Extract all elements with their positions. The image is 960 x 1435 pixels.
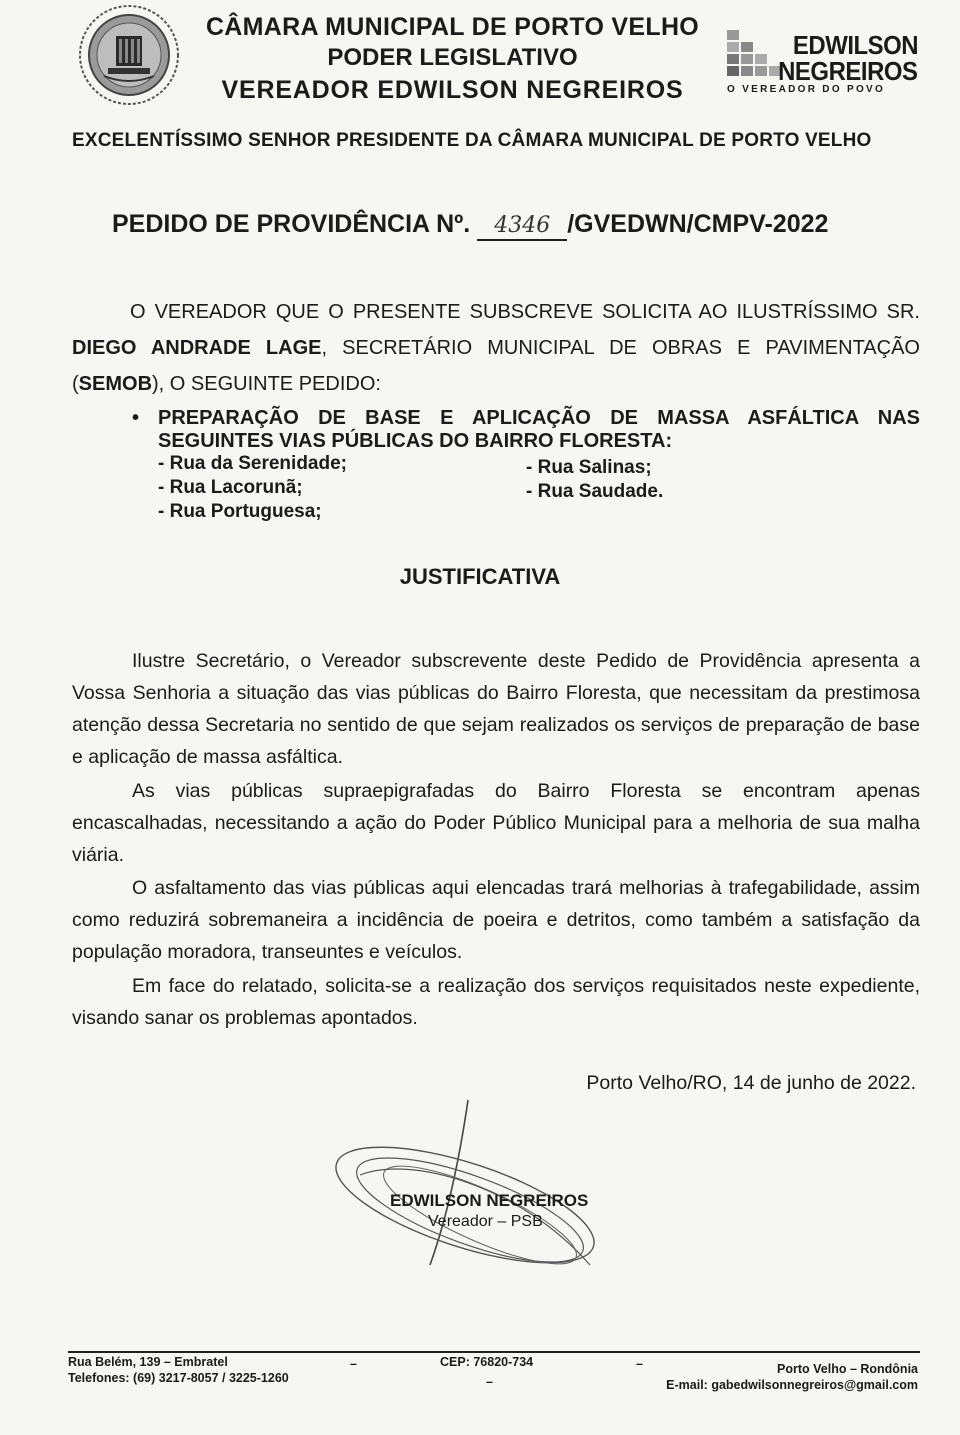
footer-separator: – — [636, 1357, 643, 1371]
footer-separator: – — [486, 1375, 493, 1389]
intro-paragraph — [72, 294, 920, 402]
footer-email: E-mail: gabedwilsonnegreiros@gmail.com — [666, 1378, 918, 1392]
request-suffix: /GVEDWN/CMPV-2022 — [567, 210, 829, 238]
footer-address: Rua Belém, 139 – Embratel — [68, 1355, 228, 1369]
letterhead — [200, 12, 705, 107]
councilor-logo — [727, 28, 922, 100]
footer-separator: – — [350, 1357, 357, 1371]
intro-part2: , SECRETÁRIO MUNICIPAL DE OBRAS E PAVIMENTAÇÃO ( — [72, 337, 920, 395]
street-item: - Rua Salinas; — [526, 457, 652, 478]
footer-city: Porto Velho – Rondônia — [777, 1362, 918, 1376]
chamber-name: CÂMARA MUNICIPAL DE PORTO VELHO — [205, 13, 700, 41]
signatory-name: EDWILSON NEGREIROS — [390, 1191, 589, 1210]
bullet-marker: • — [132, 407, 140, 429]
request-prefix: PEDIDO DE PROVIDÊNCIA Nº. — [112, 210, 471, 238]
municipal-seal-icon — [78, 4, 180, 106]
intro-part3: ), O SEGUINTE PEDIDO: — [152, 373, 381, 395]
legislative-power: PODER LEGISLATIVO — [327, 44, 578, 71]
request-bullet — [132, 407, 920, 453]
signatory-role: Vereador – PSB — [428, 1213, 543, 1230]
street-column-left — [158, 452, 458, 524]
street-item: - Rua Portuguesa; — [158, 501, 322, 522]
street-item: - Rua Lacorunã; — [158, 477, 303, 498]
footer-divider — [68, 1351, 920, 1353]
footer-contact-block — [666, 1361, 918, 1393]
addressee-line: EXCELENTÍSSIMO SENHOR PRESIDENTE DA CÂMARA MUNICIPAL DE PORTO VELHO — [72, 130, 872, 151]
justification-paragraph: Ilustre Secretário, o Vereador subscrevente deste Pedido de Providência apresenta a Vossa Senhoria a situação das vias públicas do Bairro Floresta, que necessitam da prestimosa atenção dessa Secretaria no sentido de que sejam realizados os serviços de preparação de base e aplicação de massa asfáltica. — [72, 650, 920, 768]
justification-paragraph: As vias públicas supraepigrafadas do Bairro Floresta se encontram apenas encascalhadas, necessitando a ação do Poder Público Municipal para a melhoria de sua malha viária. — [72, 780, 920, 866]
request-number-field — [477, 210, 567, 241]
councilor-name: VEREADOR EDWILSON NEGREIROS — [221, 76, 684, 104]
secretary-name: DIEGO ANDRADE LAGE — [72, 337, 322, 359]
street-item: - Rua Saudade. — [526, 481, 664, 502]
place-date: Porto Velho/RO, 14 de junho de 2022. — [586, 1072, 916, 1094]
logo-tagline: O VEREADOR DO POVO — [727, 84, 886, 95]
request-number: 4346 — [494, 213, 551, 238]
justification-paragraph: O asfaltamento das vias públicas aqui elencadas trará melhorias à trafegabilidade, assim como reduzirá sobremaneira a incidência de poeira e detritos, como também a satisfação da população moradora, transeuntes e veículos. — [72, 877, 920, 963]
street-item: - Rua da Serenidade; — [158, 453, 347, 474]
footer-address-block — [68, 1354, 289, 1386]
logo-last-name: NEGREIROS — [778, 56, 918, 86]
street-column-right — [526, 456, 776, 504]
logo-first-name: EDWILSON — [792, 30, 918, 60]
bullet-text: PREPARAÇÃO DE BASE E APLICAÇÃO DE MASSA ASFÁLTICA NAS SEGUINTES VIAS PÚBLICAS DO BAIRRO FLORESTA: — [158, 407, 920, 452]
justification-title: JUSTIFICATIVA — [399, 564, 561, 589]
secretariat-acronym: SEMOB — [78, 373, 153, 395]
justification-paragraph: Em face do relatado, solicita-se a realização dos serviços requisitados neste expediente, visando sanar os problemas apontados. — [72, 975, 920, 1029]
intro-part1: O VEREADOR QUE O PRESENTE SUBSCREVE SOLICITA AO ILUSTRÍSSIMO SR. — [130, 301, 920, 323]
footer-phones: Telefones: (69) 3217-8057 / 3225-1260 — [68, 1371, 289, 1385]
footer-cep: CEP: 76820-734 — [440, 1355, 534, 1369]
request-title — [112, 210, 828, 241]
